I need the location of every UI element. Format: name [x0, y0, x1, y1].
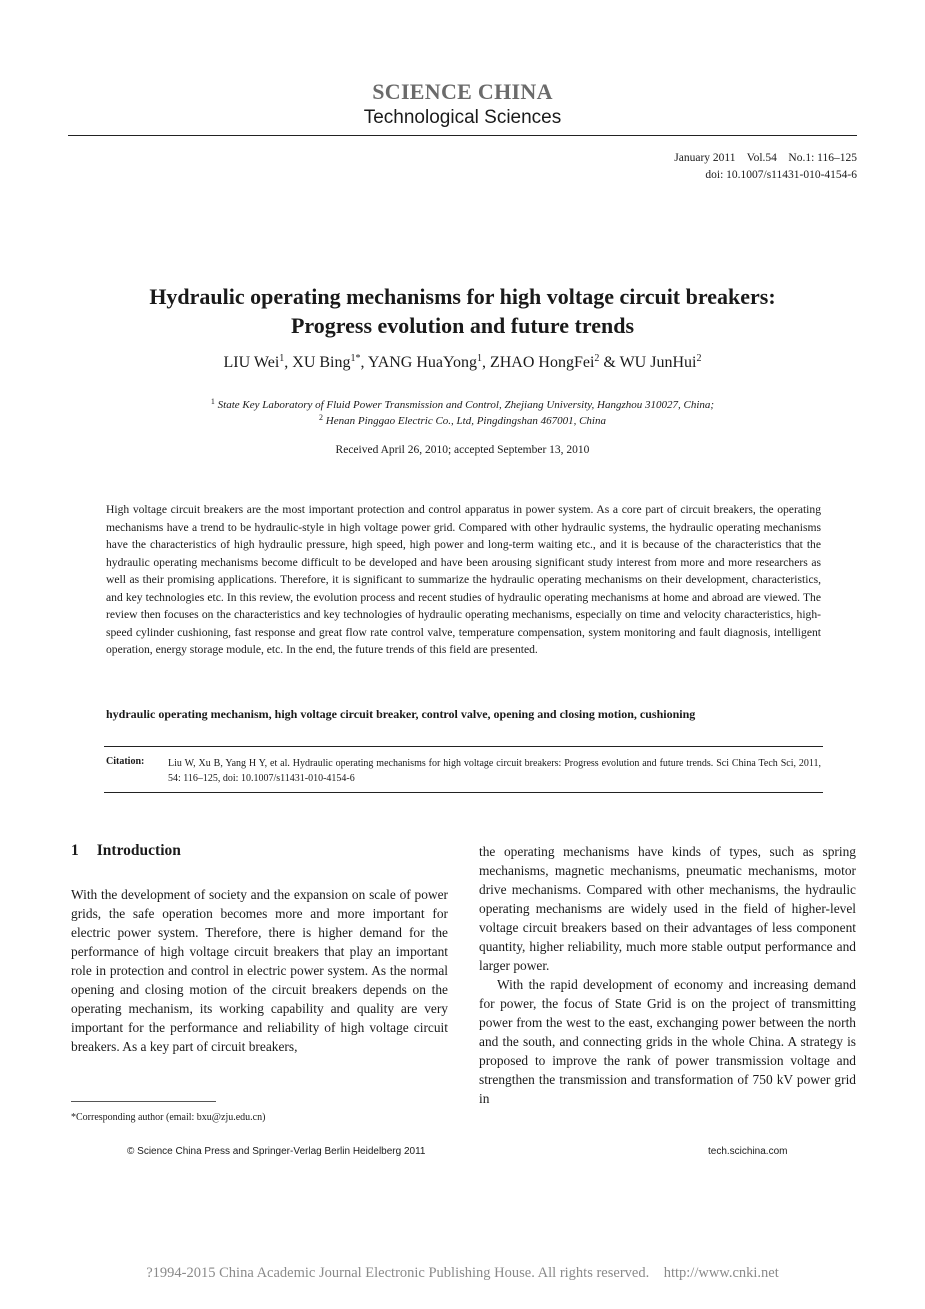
article-title: [60, 282, 865, 340]
author: WU JunHui$^2$: [619, 353, 702, 371]
journal-name: SCIENCE CHINA: [372, 79, 553, 104]
corresponding-author-footnote: *Corresponding author (email: bxu@zju.edu.cn): [71, 1112, 266, 1123]
keywords: hydraulic operating mechanism, high voltage circuit breaker, control valve, opening and closing motion, cushioning: [106, 707, 696, 721]
paragraph: With the development of society and the expansion on scale of power grids, the safe operation becomes more and more important for electric power system. Therefore, there is higher demand for the performance of high voltage circuit breakers that play an important role in protection and control in electric power system. As the normal opening and closing motion of the circuit breakers depends on the operating mechanism, its working capability and quality are very important for the performance and reliability of high voltage circuit breakers. As a key part of circuit breakers,: [71, 887, 448, 1054]
paragraph: the operating mechanisms have kinds of types, such as spring mechanisms, magnetic mechanisms, pneumatic mechanisms, motor drive mechanisms. Compared with other mechanisms, the hydraulic operating mechanisms are widely used in the field of higher-level voltage circuit breakers based on their advantages of less component quantity, higher reliability, much more stable output performance and larger power.: [479, 844, 856, 973]
footnote-rule: [71, 1101, 216, 1102]
received-dates: Received April 26, 2010; accepted September 13, 2010: [335, 444, 590, 456]
cnki-watermark: ?1994-2015 China Academic Journal Electronic Publishing House. All rights reserved. http://www.cnki.net: [146, 1265, 779, 1281]
left-column: [71, 885, 448, 1056]
author: LIU Wei$^1$,: [223, 353, 293, 371]
citation-text: Liu W, Xu B, Yang H Y, et al. Hydraulic operating mechanisms for high voltage circuit breakers: Progress evolution and future trends. Sci China Tech Sci, 2011, 54: 116–125, doi: 10.1007/s11431-010-4154-6: [168, 758, 821, 784]
author: ZHAO HongFei$^2$ &: [489, 353, 620, 371]
citation-label: Citation:: [106, 756, 145, 767]
citation-top-rule: [104, 746, 823, 747]
section-heading: 1 Introduction: [71, 842, 181, 859]
citation-bottom-rule: [104, 792, 823, 793]
right-column: [479, 842, 856, 1108]
author-list: [0, 354, 925, 372]
abstract: High voltage circuit breakers are the most important protection and control apparatus in power system. As a core part of circuit breakers, the operating mechanisms have a trend to be hydraulic-style in high voltage power grid. Compared with other hydraulic systems, the hydraulic operating mechanisms have the characteristics of high hydraulic pressure, high speed, high power and long-term waiting etc., and it is because of the characteristics that the hydraulic operating mechanisms become difficult to be developed and have been arousing significant study interest from more and more researchers as well as their promising applications. Therefore, it is significant to summarize the hydraulic operating mechanisms on their development, characteristics, and key technologies etc. In this review, the evolution process and recent studies of hydraulic operating mechanisms at home and abroad are viewed. The review then focuses on the characteristics and key technologies of hydraulic operating mechanisms, especially on time and velocity characteristics, high-speed cylinder cushioning, fast response and great flow rate control valve, temperature compensation, system monitoring and fault diagnosis, intelligent operation, energy storage module, etc. In the end, the future trends of this field are presented.: [106, 503, 821, 656]
paragraph: With the rapid development of economy and increasing demand for power, the focus of State Grid is on the project of transmitting power from the west to the east, exchanging power between the north and the south, and connecting grids in the whole China. A strategy is proposed to improve the rank of power transmission voltage and strengthen the transmission and transformation of 750 kV power grid in: [479, 977, 856, 1106]
journal-section: Technological Sciences: [363, 107, 562, 128]
website-footer[interactable]: tech.scichina.com: [708, 1146, 788, 1157]
header-rule: [68, 135, 857, 136]
issue-line: January 2011 Vol.54 No.1: 116–125: [674, 152, 857, 164]
title-line-1: Hydraulic operating mechanisms for high voltage circuit breakers:: [149, 284, 776, 309]
author: XU Bing$^{1*}$,: [292, 353, 368, 371]
affiliation-1: $^1$ State Key Laboratory of Fluid Power Transmission and Control, Zhejiang University, Hangzhou 310027, China;: [210, 397, 715, 411]
affiliation-2: $^2$ Henan Pinggao Electric Co., Ltd, Pingdingshan 467001, China: [319, 413, 606, 427]
doi-line[interactable]: doi: 10.1007/s11431-010-4154-6: [705, 169, 857, 181]
author: YANG HuaYong$^1$,: [367, 353, 490, 371]
publisher-footer: © Science China Press and Springer-Verlag Berlin Heidelberg 2011: [127, 1146, 426, 1157]
title-line-2: Progress evolution and future trends: [290, 313, 635, 338]
